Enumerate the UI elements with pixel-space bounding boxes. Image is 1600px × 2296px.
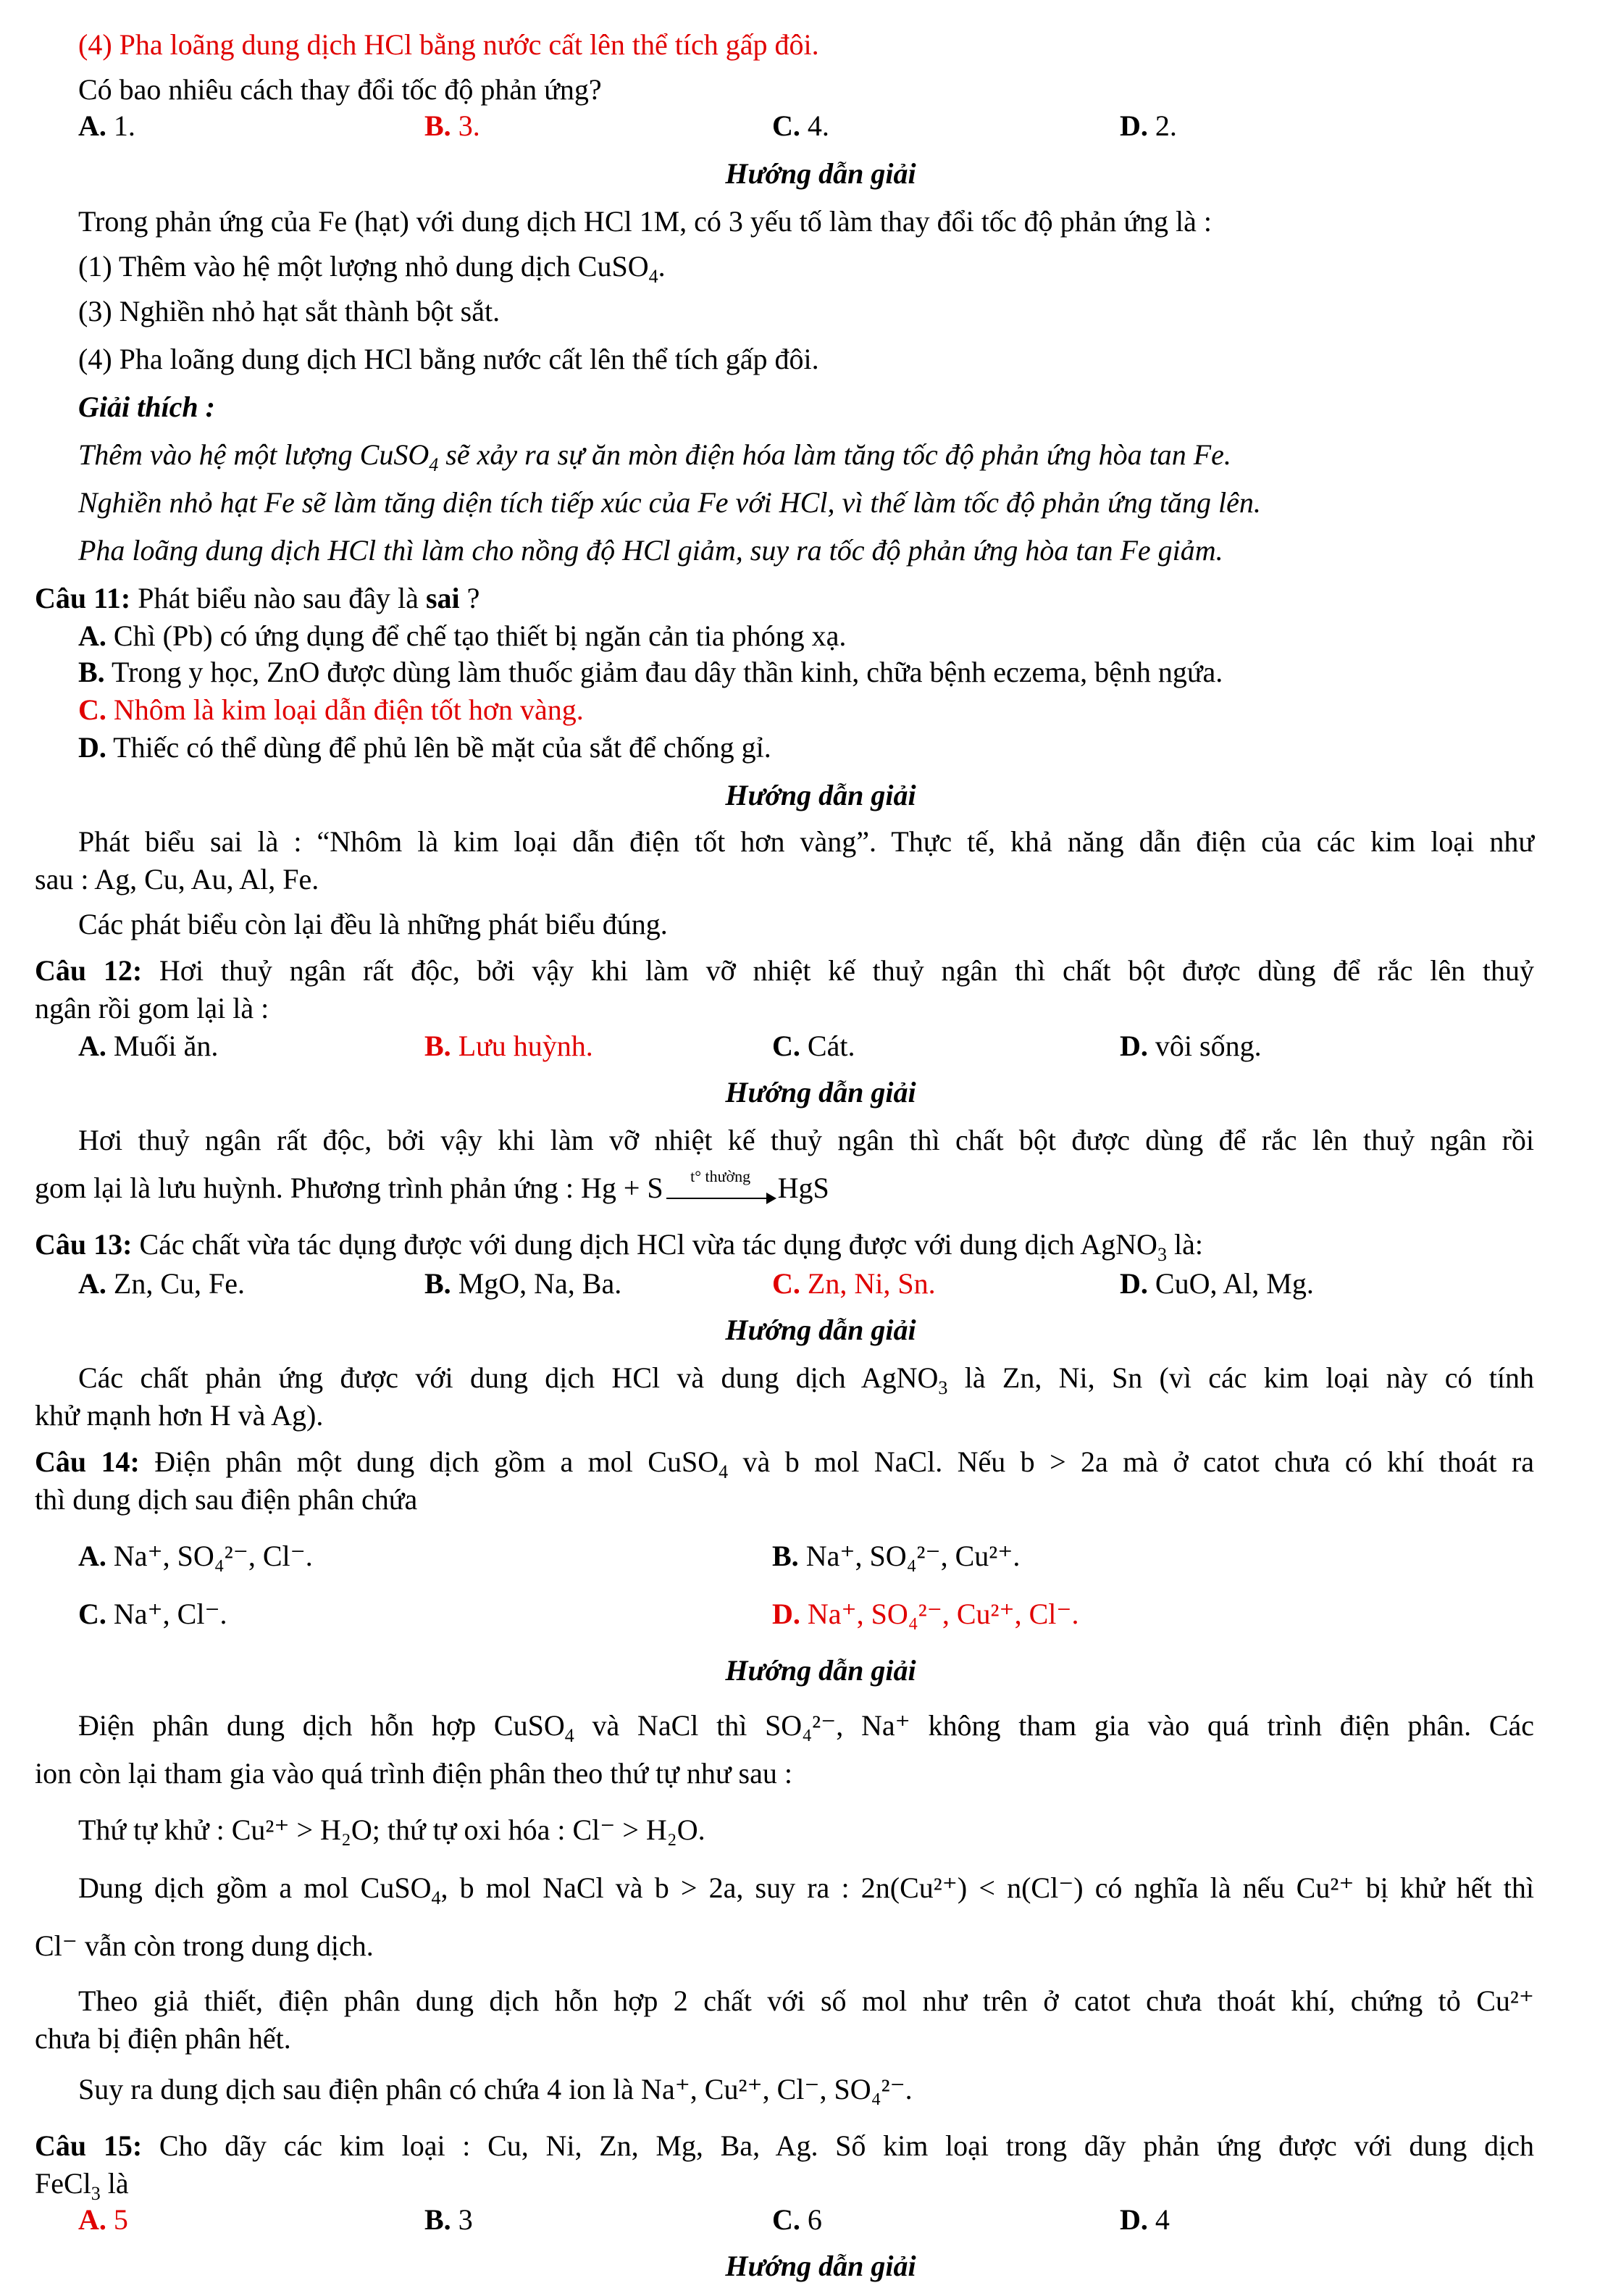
guide-heading: Hướng dẫn giải <box>725 779 916 811</box>
sol10-explain-2: Nghiền nhỏ hạt Fe sẽ làm tăng diện tích tiếp xúc của Fe với HCl, vì thế làm tốc độ phản ứng tăng lên. <box>78 486 1261 519</box>
sol10-explain-label: Giải thích : <box>78 391 215 423</box>
sol11-line-3: Các phát biểu còn lại đều là những phát biểu đúng. <box>78 908 668 940</box>
q11-stem: Câu 11: Phát biểu nào sau đây là sai ? <box>35 582 480 614</box>
q15-option-c: C. 6 <box>772 2203 822 2236</box>
q14-option-d: D. Na⁺, SO₄²⁻, Cu²⁺, Cl⁻. <box>772 1598 1079 1630</box>
sol11-line-2: sau : Ag, Cu, Au, Al, Fe. <box>35 863 319 896</box>
q15-option-d: D. 4 <box>1120 2203 1170 2236</box>
q12-option-a: A. Muối ăn. <box>78 1030 219 1062</box>
guide-heading: Hướng dẫn giải <box>725 157 916 190</box>
guide-heading: Hướng dẫn giải <box>725 1314 916 1346</box>
sol14-para-1-line-2: ion còn lại tham gia vào quá trình điện phân theo thứ tự như sau : <box>35 1757 792 1790</box>
q14-stem-line-1: Câu 14: Điện phân một dung dịch gồm a mol CuSO$_4$ và b mol NaCl. Nếu b > 2a mà ở catot chưa có khí thoát ra <box>35 1445 1534 1482</box>
q10-option-d: D. 2. <box>1120 109 1177 142</box>
q10-option-c: C. 4. <box>772 109 829 142</box>
q12-option-c: C. Cát. <box>772 1030 855 1062</box>
q11-option-d: D. Thiếc có thể dùng để phủ lên bề mặt của sắt để chống gỉ. <box>78 731 771 764</box>
sol10-explain-3: Pha loãng dung dịch HCl thì làm cho nồng độ HCl giảm, suy ra tốc độ phản ứng hòa tan Fe giảm. <box>78 534 1223 567</box>
q14-option-a: A. Na⁺, SO₄²⁻, Cl⁻. <box>78 1540 313 1572</box>
q10-option-a: A. 1. <box>78 109 135 142</box>
sol10-explain-1: Thêm vào hệ một lượng CuSO$_4$ sẽ xảy ra sự ăn mòn điện hóa làm tăng tốc độ phản ứng hòa tan Fe. <box>78 438 1231 475</box>
sol14-para-3-line-1: Theo giả thiết, điện phân dung dịch hỗn hợp 2 chất với số mol như trên ở catot chưa thoát khí, chứng tỏ Cu²⁺ <box>78 1984 1534 2017</box>
sol14-para-2-line-1: Dung dịch gồm a mol CuSO$_4$, b mol NaCl và b > 2a, suy ra : 2n(Cu²⁺) < n(Cl⁻) có nghĩa là nếu Cu²⁺ bị khử hết thì <box>78 1871 1535 1908</box>
q10-option-b: B. 3. <box>424 109 480 142</box>
q15-option-b: B. 3 <box>424 2203 473 2236</box>
q14-stem-line-2: thì dung dịch sau điện phân chứa <box>35 1483 418 1516</box>
sol14-para-1-line-1: Điện phân dung dịch hỗn hợp CuSO$_4$ và NaCl thì SO₄²⁻, Na⁺ không tham gia vào quá trình điện phân. Các <box>78 1709 1535 1746</box>
q15-option-a: A. 5 <box>78 2203 128 2236</box>
sol12-line-2: gom lại là lưu huỳnh. Phương trình phản ứng : Hg + S t° thường HgS <box>35 1166 829 1204</box>
sol14-order: Thứ tự khử : Cu²⁺ > H₂O; thứ tự oxi hóa : Cl⁻ > H₂O. <box>78 1813 705 1846</box>
q14-option-b: B. Na⁺, SO₄²⁻, Cu²⁺. <box>772 1540 1021 1572</box>
q13-stem: Câu 13: Các chất vừa tác dụng được với dung dịch HCl vừa tác dụng được với dung dịch AgNO$_3$ là: <box>35 1228 1203 1265</box>
sol10-factor-4: (4) Pha loãng dung dịch HCl bằng nước cất lên thể tích gấp đôi. <box>78 343 819 375</box>
guide-heading: Hướng dẫn giải <box>725 1654 916 1687</box>
q12-option-d: D. vôi sống. <box>1120 1030 1262 1062</box>
q11-option-a: A. Chì (Pb) có ứng dụng để chế tạo thiết bị ngăn cản tia phóng xạ. <box>78 619 847 652</box>
q13-option-b: B. MgO, Na, Ba. <box>424 1267 622 1300</box>
q11-option-b: B. Trong y học, ZnO được dùng làm thuốc giảm đau dây thần kinh, chữa bệnh eczema, bệnh ngứa. <box>78 656 1223 688</box>
q15-stem-line-2: FeCl$_3$ là <box>35 2167 129 2204</box>
q10-item4: (4) Pha loãng dung dịch HCl bằng nước cất lên thể tích gấp đôi. <box>78 28 819 61</box>
sol13-line-1: Các chất phản ứng được với dung dịch HCl và dung dịch AgNO$_3$ là Zn, Ni, Sn (vì các kim loại này có tính <box>78 1361 1534 1398</box>
sol14-para-3-line-2: chưa bị điện phân hết. <box>35 2022 291 2055</box>
sol10-factor-1: (1) Thêm vào hệ một lượng nhỏ dung dịch CuSO$_4$. <box>78 250 666 287</box>
q13-option-d: D. CuO, Al, Mg. <box>1120 1267 1314 1300</box>
sol13-line-2: khử mạnh hơn H và Ag). <box>35 1399 324 1432</box>
q12-option-b: B. Lưu huỳnh. <box>424 1030 593 1062</box>
q12-stem-line-1: Câu 12: Hơi thuỷ ngân rất độc, bởi vậy khi làm vỡ nhiệt kế thuỷ ngân thì chất bột được dùng để rắc lên thuỷ <box>35 954 1535 987</box>
reaction-arrow: t° thường <box>666 1183 775 1199</box>
q13-option-c: C. Zn, Ni, Sn. <box>772 1267 936 1300</box>
q10-question: Có bao nhiêu cách thay đổi tốc độ phản ứng? <box>78 73 602 106</box>
reaction-product: HgS <box>777 1172 829 1204</box>
sol14-para-2-line-2: Cl⁻ vẫn còn trong dung dịch. <box>35 1929 374 1962</box>
sol12-line-1: Hơi thuỷ ngân rất độc, bởi vậy khi làm vỡ nhiệt kế thuỷ ngân thì chất bột được dùng để rắc lên thuỷ ngân rồi <box>78 1124 1534 1156</box>
guide-heading: Hướng dẫn giải <box>725 1076 916 1109</box>
reaction-reactants: Hg + S <box>580 1172 663 1204</box>
q12-stem-line-2: ngân rồi gom lại là : <box>35 992 269 1024</box>
q11-option-c: C. Nhôm là kim loại dẫn điện tốt hơn vàng. <box>78 693 584 726</box>
sol10-intro: Trong phản ứng của Fe (hạt) với dung dịch HCl 1M, có 3 yếu tố làm thay đổi tốc độ phản ứng là : <box>78 205 1212 238</box>
q14-option-c: C. Na⁺, Cl⁻. <box>78 1598 227 1630</box>
sol14-conclusion: Suy ra dung dịch sau điện phân có chứa 4 ion là Na⁺, Cu²⁺, Cl⁻, SO₄²⁻. <box>78 2073 913 2105</box>
sol10-factor-3: (3) Nghiền nhỏ hạt sắt thành bột sắt. <box>78 295 500 327</box>
guide-heading: Hướng dẫn giải <box>725 2250 916 2282</box>
q13-option-a: A. Zn, Cu, Fe. <box>78 1267 246 1300</box>
q15-stem-line-1: Câu 15: Cho dãy các kim loại : Cu, Ni, Zn, Mg, Ba, Ag. Số kim loại trong dãy phản ứng được với dung dịch <box>35 2129 1535 2162</box>
sol11-line-1: Phát biểu sai là : “Nhôm là kim loại dẫn điện tốt hơn vàng”. Thực tế, khả năng dẫn điện của các kim loại như <box>78 825 1534 858</box>
